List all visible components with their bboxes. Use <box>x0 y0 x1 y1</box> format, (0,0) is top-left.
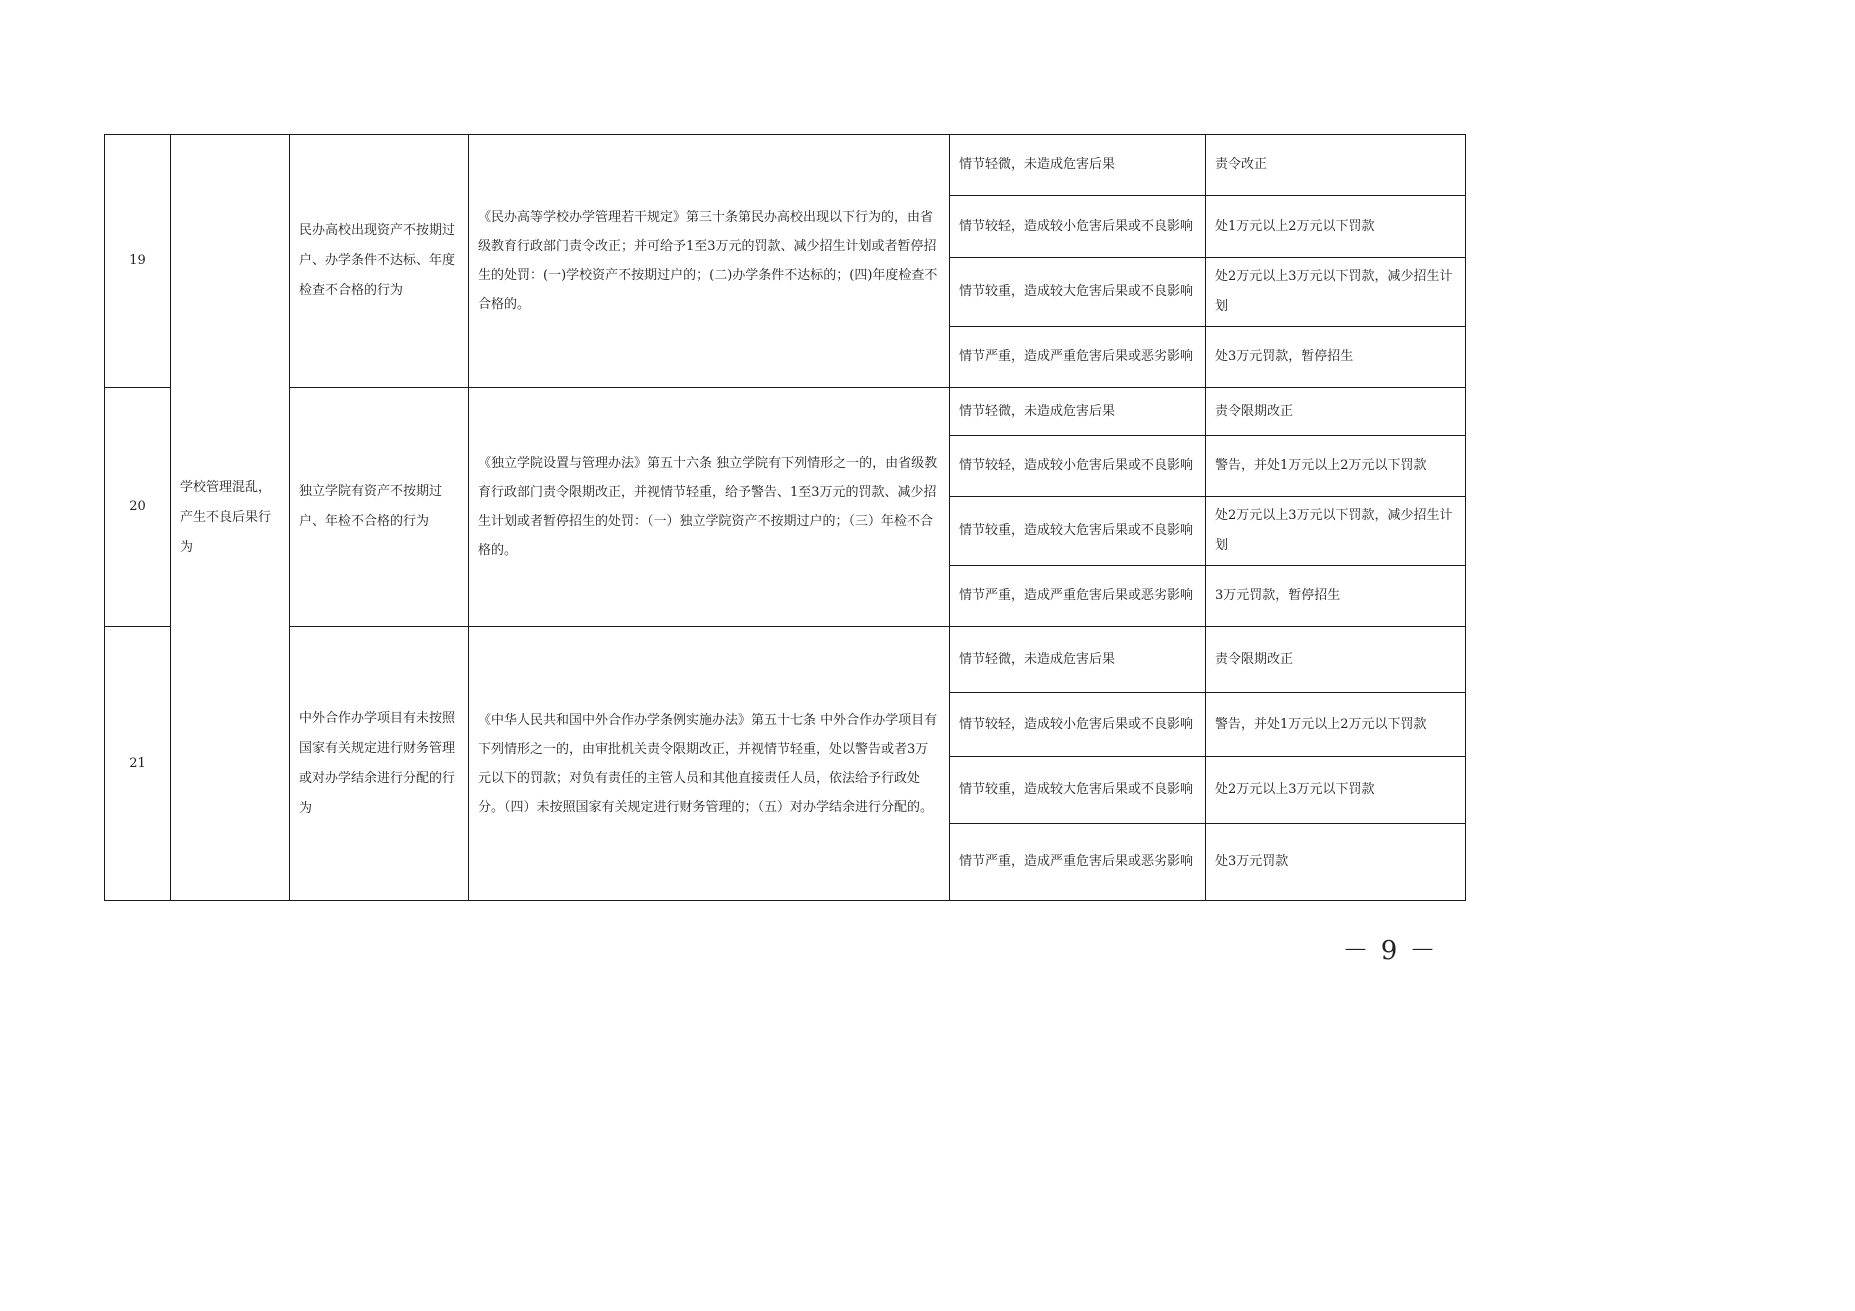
circumstance-cell: 情节较轻，造成较小危害后果或不良影响 <box>950 196 1206 258</box>
page-number: － 9 － <box>1342 936 1438 966</box>
penalty-standards-table <box>104 134 1466 901</box>
penalty-cell: 处1万元以上2万元以下罚款 <box>1206 196 1466 258</box>
circumstance-cell: 情节轻微，未造成危害后果 <box>950 627 1206 693</box>
circumstance-cell: 情节较重，造成较大危害后果或不良影响 <box>950 258 1206 327</box>
circumstance-cell: 情节较轻，造成较小危害后果或不良影响 <box>950 436 1206 497</box>
violation-category: 学校管理混乱，产生不良后果行为 <box>171 135 290 901</box>
legal-basis: 《中华人民共和国中外合作办学条例实施办法》第五十七条 中外合作办学项目有下列情形之一的，由审批机关责令限期改正，并视情节轻重，处以警告或者3万元以下的罚款；对负有责任的主管人员和其他直接责任人员，依法给予行政处分。（四）未按照国家有关规定进行财务管理的；（五）对办学结余进行分配的。 <box>469 627 950 901</box>
violation-behavior: 中外合作办学项目有未按照国家有关规定进行财务管理或对办学结余进行分配的行为 <box>290 627 469 901</box>
penalty-cell: 责令改正 <box>1206 135 1466 196</box>
penalty-cell: 处2万元以上3万元以下罚款，减少招生计划 <box>1206 258 1466 327</box>
row-number: 19 <box>105 135 171 388</box>
circumstance-cell: 情节较轻，造成较小危害后果或不良影响 <box>950 693 1206 757</box>
table-row <box>105 388 1466 436</box>
penalty-cell: 警告，并处1万元以上2万元以下罚款 <box>1206 693 1466 757</box>
circumstance-cell: 情节较重，造成较大危害后果或不良影响 <box>950 757 1206 824</box>
penalty-cell: 警告，并处1万元以上2万元以下罚款 <box>1206 436 1466 497</box>
circumstance-cell: 情节严重，造成严重危害后果或恶劣影响 <box>950 327 1206 388</box>
penalty-cell: 处2万元以上3万元以下罚款，减少招生计划 <box>1206 497 1466 566</box>
circumstance-cell: 情节轻微，未造成危害后果 <box>950 135 1206 196</box>
legal-basis: 《民办高等学校办学管理若干规定》第三十条第民办高校出现以下行为的，由省级教育行政部门责令改正；并可给予1至3万元的罚款、减少招生计划或者暂停招生的处罚：(一)学校资产不按期过户的；(二)办学条件不达标的；(四)年度检查不合格的。 <box>469 135 950 388</box>
penalty-cell: 处2万元以上3万元以下罚款 <box>1206 757 1466 824</box>
legal-basis: 《独立学院设置与管理办法》第五十六条 独立学院有下列情形之一的，由省级教育行政部门责令限期改正，并视情节轻重，给予警告、1至3万元的罚款、减少招生计划或者暂停招生的处罚：（一）独立学院资产不按期过户的；（三）年检不合格的。 <box>469 388 950 627</box>
penalty-cell: 责令限期改正 <box>1206 627 1466 693</box>
circumstance-cell: 情节严重，造成严重危害后果或恶劣影响 <box>950 566 1206 627</box>
row-number: 20 <box>105 388 171 627</box>
circumstance-cell: 情节较重，造成较大危害后果或不良影响 <box>950 497 1206 566</box>
circumstance-cell: 情节轻微，未造成危害后果 <box>950 388 1206 436</box>
penalty-cell: 3万元罚款，暂停招生 <box>1206 566 1466 627</box>
table-row <box>105 627 1466 693</box>
penalty-cell: 处3万元罚款 <box>1206 824 1466 901</box>
penalty-cell: 处3万元罚款，暂停招生 <box>1206 327 1466 388</box>
violation-behavior: 民办高校出现资产不按期过户、办学条件不达标、年度检查不合格的行为 <box>290 135 469 388</box>
row-number: 21 <box>105 627 171 901</box>
penalty-cell: 责令限期改正 <box>1206 388 1466 436</box>
table-row <box>105 135 1466 196</box>
circumstance-cell: 情节严重，造成严重危害后果或恶劣影响 <box>950 824 1206 901</box>
violation-behavior: 独立学院有资产不按期过户、年检不合格的行为 <box>290 388 469 627</box>
